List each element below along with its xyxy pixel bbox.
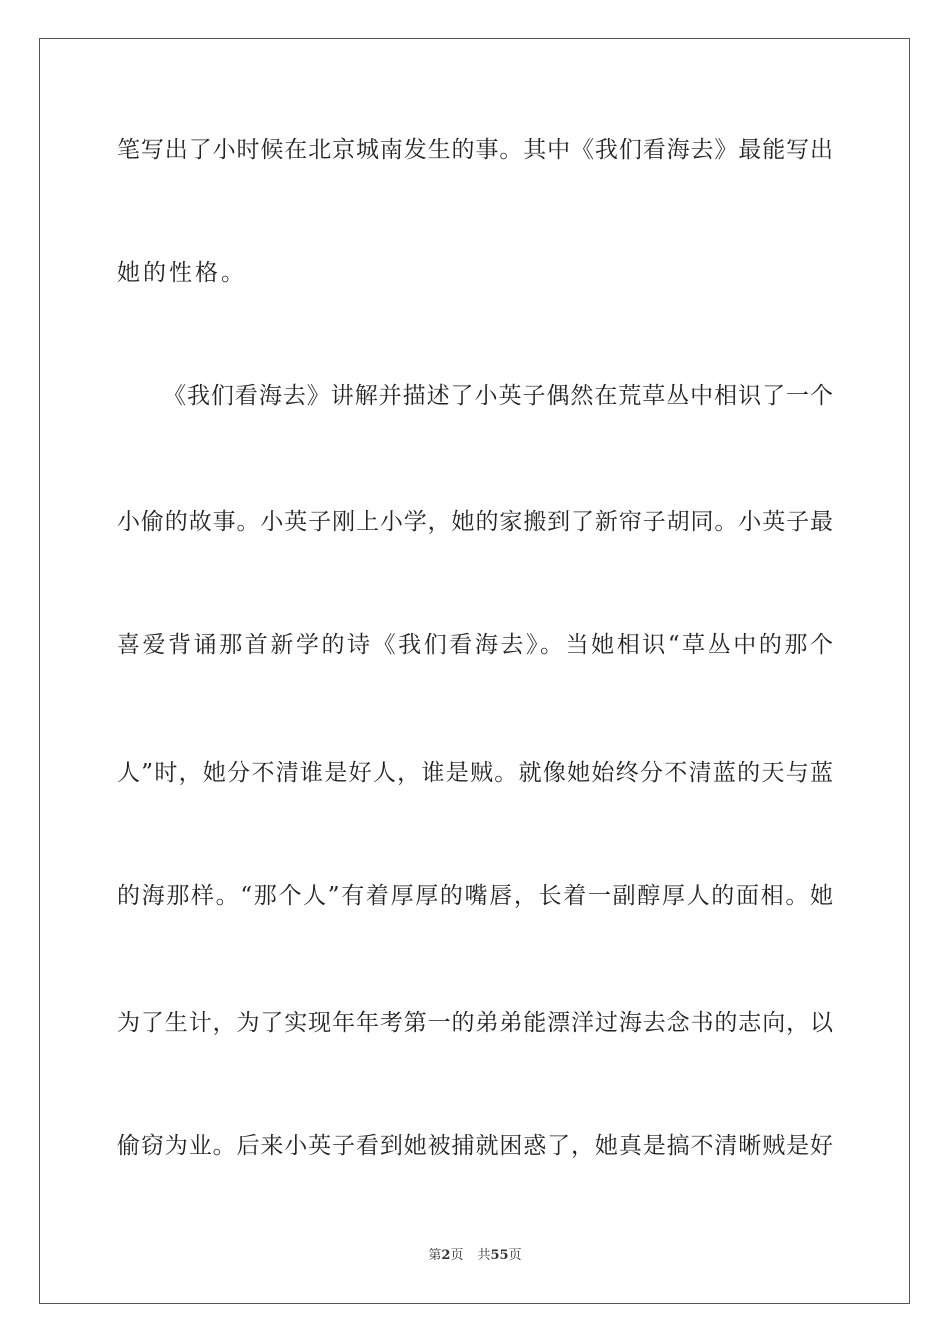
total-prefix: 共 (477, 1248, 491, 1263)
text-line-3: 《我们看海去》讲解并描述了小英子偶然在荒草丛中相识了一个 (163, 383, 833, 409)
text-line-1: 笔写出了小时候在北京城南发生的事。其中《我们看海去》最能写出 (117, 137, 833, 163)
page-suffix: 页 (450, 1248, 464, 1263)
text-line-4: 小偷的故事。小英子刚上小学，她的家搬到了新帘子胡同。小英子最 (117, 509, 833, 535)
text-line-7: 的海那样。“那个人”有着厚厚的嘴唇，长着一副醇厚人的面相。她 (117, 883, 833, 909)
text-line-5: 喜爱背诵那首新学的诗《我们看海去》。当她相识“草丛中的那个 (117, 632, 833, 658)
page-footer (0, 1247, 950, 1265)
text-line-6: 人”时，她分不清谁是好人，谁是贼。就像她始终分不清蓝的天与蓝 (117, 760, 833, 786)
text-line-9: 偷窃为业。后来小英子看到她被捕就困惑了，她真是搞不清晰贼是好 (117, 1133, 833, 1159)
page-prefix: 第 (428, 1248, 442, 1263)
text-line-8: 为了生计，为了实现年年考第一的弟弟能漂洋过海去念书的志向，以 (117, 1010, 833, 1036)
page-number: 2 (441, 1248, 451, 1263)
page-border (39, 38, 910, 1304)
text-line-2: 她的性格。 (117, 260, 247, 286)
total-suffix: 页 (508, 1248, 522, 1263)
total-pages: 55 (490, 1248, 509, 1263)
